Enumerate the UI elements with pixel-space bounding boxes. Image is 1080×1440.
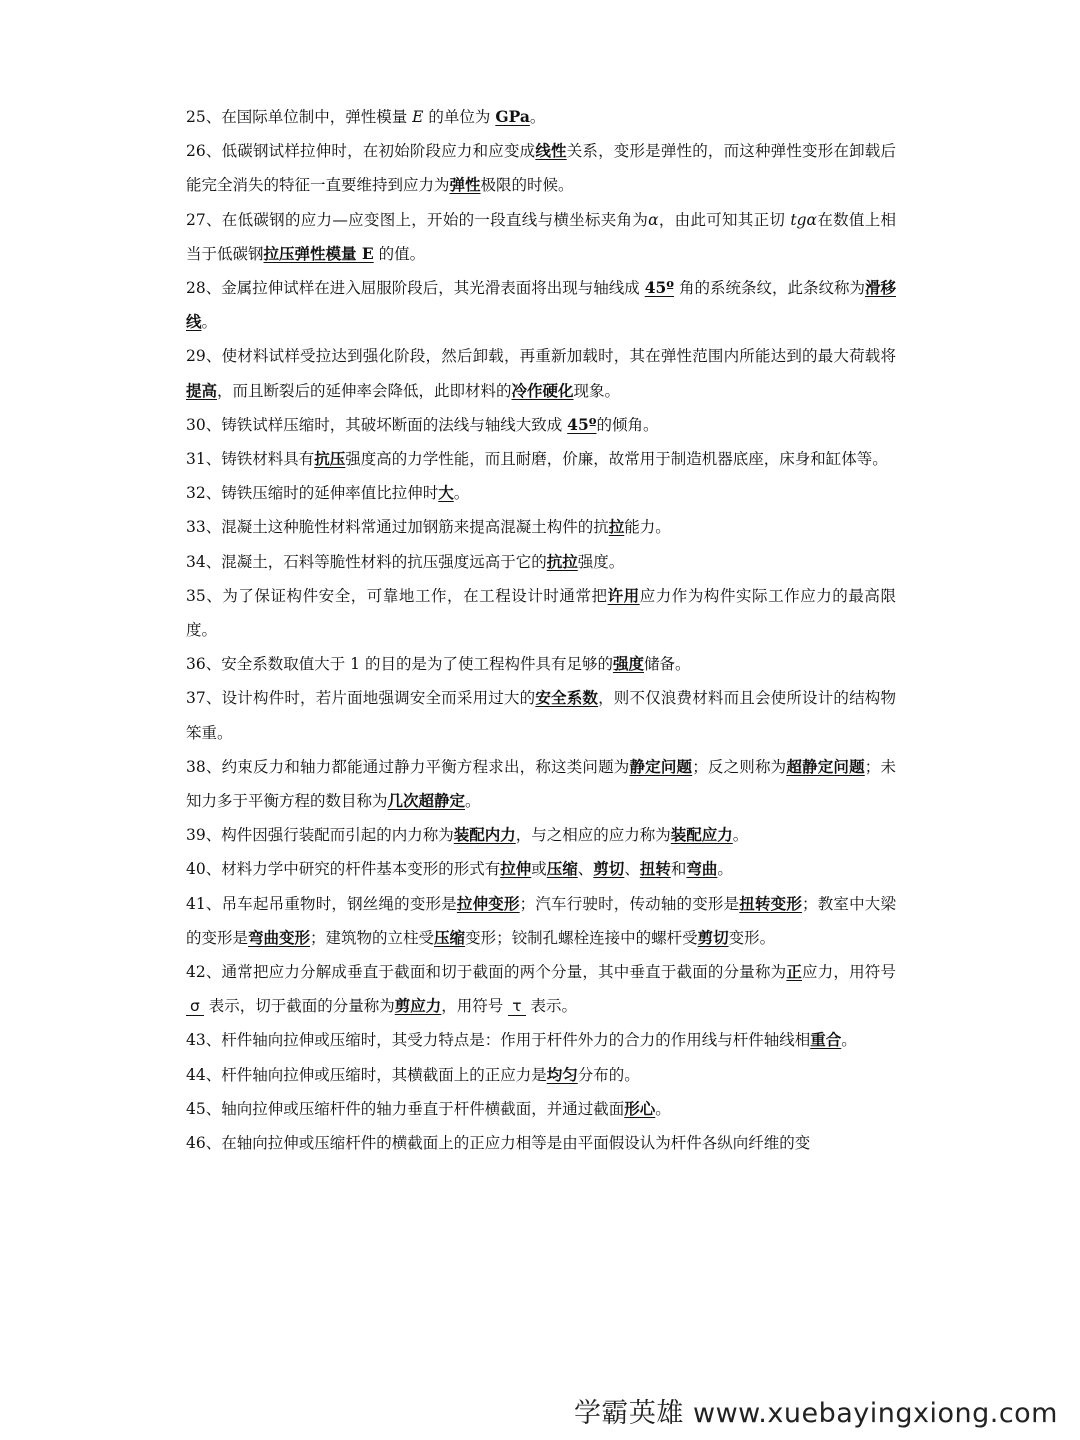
question-text: 30、铸铁试样压缩时，其破坏断面的法线与轴线大致成 — [186, 415, 568, 434]
question-item — [186, 750, 896, 818]
math-symbol: α — [648, 210, 659, 229]
question-item — [186, 442, 896, 476]
question-item — [186, 134, 896, 202]
question-item — [186, 271, 896, 339]
answer-blank: 形心 — [624, 1098, 656, 1118]
question-text: 分布的。 — [577, 1065, 640, 1084]
question-text: 。 — [732, 826, 749, 845]
question-text: 表示，切于截面的分量称为 — [203, 997, 395, 1016]
question-item — [186, 408, 896, 442]
question-text: 44、杆件轴向拉伸或压缩时，其横截面上的正应力是 — [186, 1065, 547, 1084]
answer-blank: 剪应力 — [394, 996, 442, 1016]
question-text: 35、为了保证构件安全，可靠地工作，在工程设计时通常把 — [186, 586, 608, 605]
question-text: 极限的时候。 — [480, 176, 574, 195]
question-text: 43、杆件轴向拉伸或压缩时，其受力特点是：作用于杆件外力的合力的作用线与杆件轴线相 — [186, 1031, 811, 1050]
answer-blank: 均匀 — [546, 1064, 578, 1084]
question-text: 32、铸铁压缩时的延伸率值比拉伸时 — [186, 484, 439, 503]
watermark: 学霸英雄 www.xuebayingxiong.com — [573, 1398, 1058, 1429]
answer-blank: 45º — [644, 278, 675, 298]
answer-blank: 弹性 — [449, 175, 481, 195]
question-text: 25、在国际单位制中，弹性模量 — [186, 108, 413, 126]
answer-blank: 滑移线 — [186, 278, 896, 332]
question-text: 应力，用符号 — [802, 963, 896, 982]
question-text: 的值。 — [373, 244, 426, 263]
question-text: 的单位为 — [423, 108, 496, 126]
question-text: 在数值上相当于低碳钢 — [186, 210, 896, 263]
question-text: 表示。 — [525, 997, 577, 1016]
question-text: ，用符号 — [441, 997, 509, 1016]
question-text: 。 — [201, 313, 218, 332]
answer-blank: 强度 — [612, 654, 644, 674]
question-item — [186, 887, 896, 955]
answer-blank: 装配应力 — [670, 825, 733, 845]
question-text: 。 — [841, 1031, 857, 1050]
answer-blank: 提高 — [186, 380, 218, 400]
answer-blank: 许用 — [607, 585, 640, 605]
question-text: 34、混凝土，石料等脆性材料的抗压强度远高于它的 — [186, 552, 547, 571]
question-text: 的倾角。 — [596, 415, 659, 434]
answer-blank: 45º — [567, 414, 597, 434]
question-text: 28、金属拉伸试样在进入屈服阶段后，其光滑表面将出现与轴线成 — [186, 279, 645, 298]
answer-blank: 拉伸 — [500, 859, 532, 879]
question-text: 变形。 — [728, 928, 776, 947]
math-symbol: tgα — [790, 210, 818, 229]
answer-blank: 弯曲变形 — [248, 927, 311, 947]
question-text: 27、在低碳钢的应力—应变图上，开始的一段直线与横坐标夹角为 — [186, 210, 649, 229]
question-text: 。 — [453, 484, 470, 503]
question-list — [186, 100, 896, 1160]
question-item — [186, 100, 896, 134]
question-text: 。 — [529, 108, 546, 126]
question-text: 38、约束反力和轴力都能通过静力平衡方程求出，称这类问题为 — [186, 757, 630, 776]
question-text: 变形；铰制孔螺栓连接中的螺杆受 — [465, 928, 698, 947]
answer-blank: 装配内力 — [453, 825, 516, 845]
question-text: 42、通常把应力分解成垂直于截面和切于截面的两个分量，其中垂直于截面的分量称为 — [186, 963, 787, 982]
question-text: 和 — [670, 860, 687, 879]
question-text: 41、吊车起吊重物时，钢丝绳的变形是 — [186, 894, 457, 913]
question-text: ；汽车行驶时，传动轴的变形是 — [519, 894, 740, 913]
question-item — [186, 579, 896, 647]
question-item — [186, 203, 896, 271]
question-text: 40、材料力学中研究的杆件基本变形的形式有 — [186, 860, 501, 879]
question-text: 37、设计构件时，若片面地强调安全而采用过大的 — [186, 689, 536, 708]
answer-blank: 压缩 — [434, 927, 466, 947]
question-text: 、 — [624, 860, 640, 879]
question-text: ；反之则称为 — [692, 757, 787, 776]
question-item — [186, 681, 896, 749]
question-text: 角的系统条纹，此条纹称为 — [674, 279, 865, 298]
question-text: 。 — [655, 1099, 671, 1118]
answer-blank: 静定问题 — [629, 756, 693, 776]
question-text: 45、轴向拉伸或压缩杆件的轴力垂直于杆件横截面，并通过截面 — [186, 1099, 625, 1118]
symbol-blank: σ — [186, 997, 204, 1016]
question-text: ，由此可知其正切 — [658, 210, 791, 229]
question-text: 储备。 — [643, 655, 691, 674]
question-item — [186, 818, 896, 852]
question-text: 应力作为构件实际工作应力的最高限度。 — [186, 586, 896, 640]
answer-blank: 线性 — [535, 141, 567, 161]
question-item — [186, 476, 896, 510]
answer-blank: 抗压 — [314, 449, 346, 469]
answer-blank: 剪切 — [697, 927, 729, 947]
question-item — [186, 1023, 896, 1057]
answer-blank: 压缩 — [546, 859, 578, 879]
question-item — [186, 1126, 896, 1160]
answer-blank: 扭转 — [639, 859, 671, 879]
question-text: 强度。 — [577, 552, 625, 571]
question-text: ，而且断裂后的延伸率会降低，此即材料的 — [217, 381, 512, 400]
answer-blank: 扭转变形 — [739, 893, 803, 913]
question-text: 强度高的力学性能，而且耐磨，价廉，故常用于制造机器底座，床身和缸体等。 — [345, 450, 888, 469]
math-symbol: E — [412, 108, 424, 126]
question-text: 29、使材料试样受拉达到强化阶段，然后卸载，再重新加载时，其在弹性范围内所能达到的最大荷载将 — [186, 347, 896, 366]
question-text: 46、在轴向拉伸或压缩杆件的横截面上的正应力相等是由平面假设认为杆件各纵向纤维的变 — [186, 1134, 811, 1153]
answer-blank: 大 — [438, 483, 454, 503]
question-item — [186, 647, 896, 681]
question-text: 。 — [717, 860, 733, 879]
question-item — [186, 1058, 896, 1092]
question-text: 31、铸铁材料具有 — [186, 450, 315, 469]
question-text: 能力。 — [624, 518, 671, 537]
answer-blank: 正 — [786, 962, 803, 982]
question-text: 或 — [531, 860, 547, 879]
question-item — [186, 1092, 896, 1126]
question-text: 36、安全系数取值大于 1 的目的是为了使工程构件具有足够的 — [186, 655, 613, 674]
symbol-blank: τ — [508, 997, 525, 1016]
answer-blank: 弯曲 — [686, 859, 718, 879]
answer-blank: 几次超静定 — [387, 791, 466, 811]
question-text: 现象。 — [573, 381, 621, 400]
question-text: 26、低碳钢试样拉伸时，在初始阶段应力和应变成 — [186, 142, 536, 161]
answer-blank: 拉 — [608, 517, 625, 537]
question-text: ；未知力多于平衡方程的数目称为 — [186, 757, 896, 811]
answer-blank: 重合 — [810, 1030, 842, 1050]
question-item — [186, 339, 896, 407]
answer-blank: 抗拉 — [546, 551, 578, 571]
question-item — [186, 545, 896, 579]
answer-blank: 安全系数 — [535, 688, 599, 708]
answer-blank: 冷作硬化 — [511, 380, 574, 400]
question-item — [186, 955, 896, 1023]
answer-blank: 超静定问题 — [786, 756, 865, 776]
question-text: 关系，变形是弹性的，而这种弹性变形在卸载后能完全消失的特征一直要维持到应力为 — [186, 142, 896, 195]
question-text: ，与之相应的应力称为 — [515, 826, 671, 845]
question-text: ；教室中大梁的变形是 — [186, 894, 896, 947]
question-item — [186, 852, 896, 886]
question-text: 、 — [577, 860, 594, 879]
question-text: 33、混凝土这种脆性材料常通过加钢筋来提高混凝土构件的抗 — [186, 518, 609, 537]
question-text: ；建筑物的立柱受 — [310, 928, 435, 947]
answer-blank: 剪切 — [593, 859, 625, 879]
answer-blank: GPa — [495, 107, 530, 126]
question-text: 。 — [465, 792, 481, 811]
answer-blank: 拉压弹性模量 E — [263, 243, 374, 263]
question-text: 39、构件因强行装配而引起的内力称为 — [186, 826, 454, 845]
question-item — [186, 510, 896, 544]
answer-blank: 拉伸变形 — [456, 893, 520, 913]
question-text: ，则不仅浪费材料而且会使所设计的结构物笨重。 — [186, 689, 896, 742]
